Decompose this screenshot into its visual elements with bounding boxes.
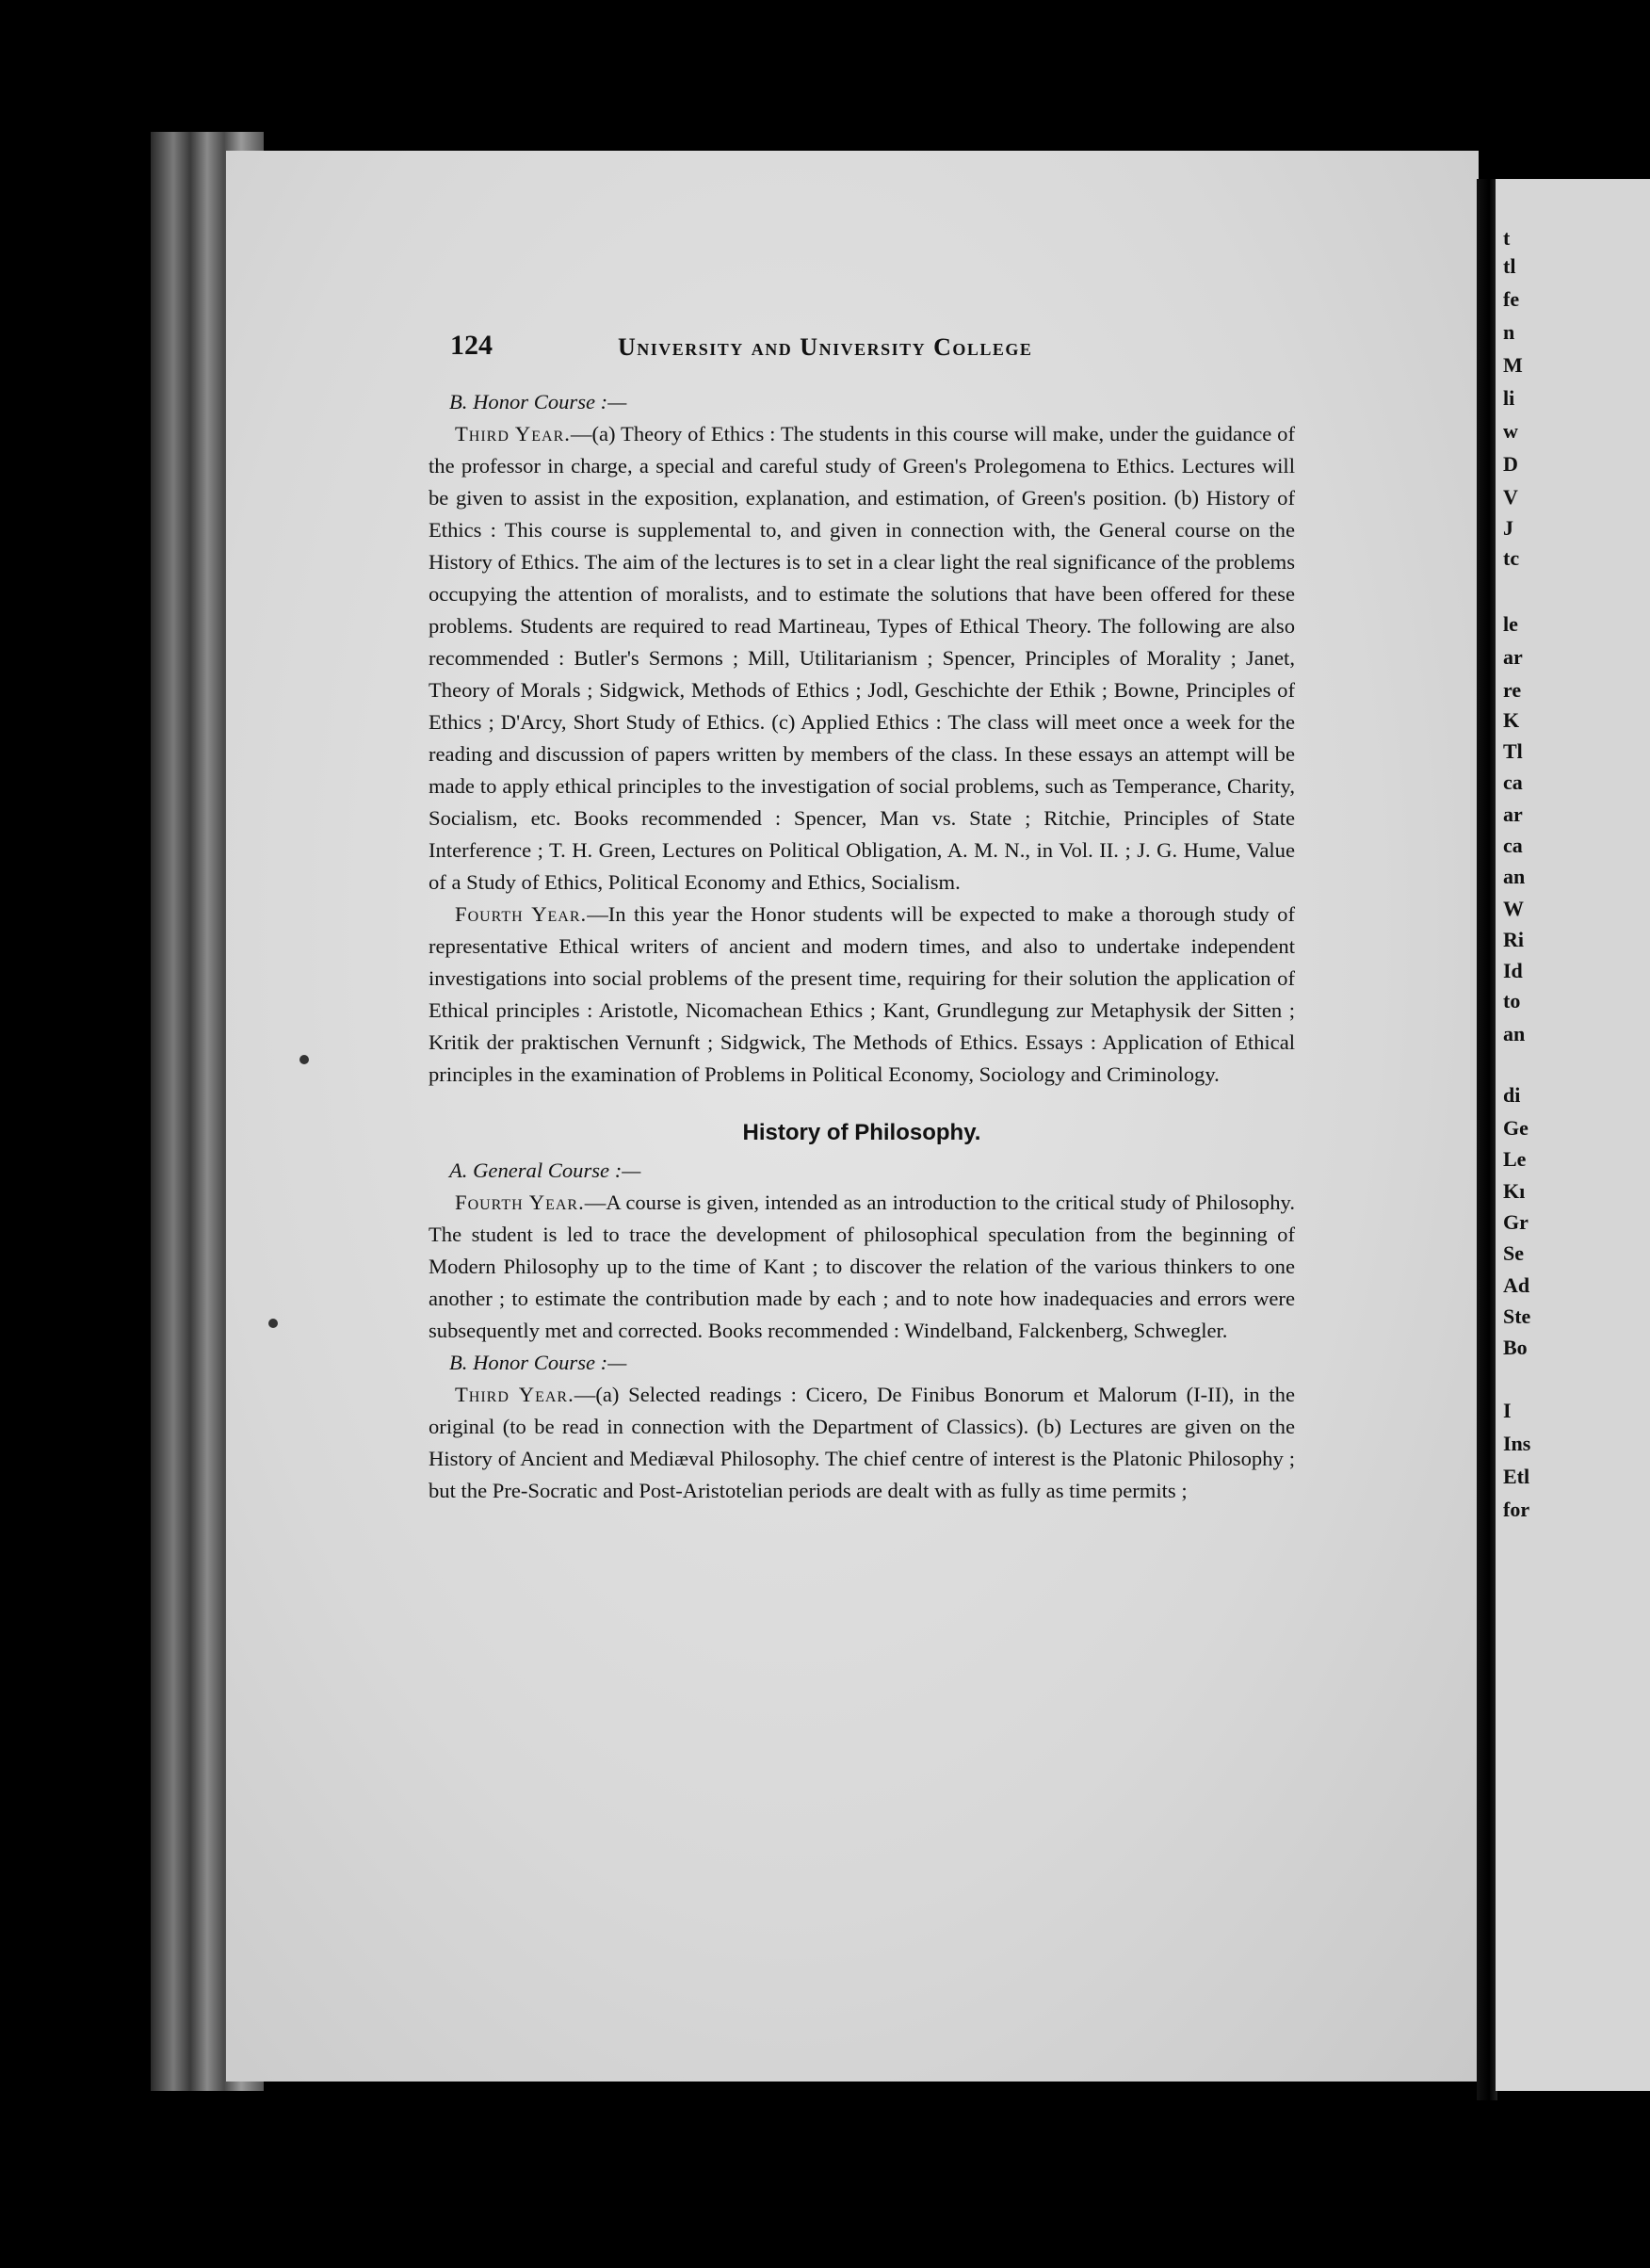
right-page-fragment: di [1503, 1083, 1521, 1107]
philosophy-fourth-year-label: Fourth Year. [455, 1191, 585, 1214]
right-page-fragment: Ri [1503, 928, 1524, 951]
right-page-edge [1496, 179, 1650, 2091]
right-page-fragment: ca [1503, 770, 1523, 794]
right-page-fragment: Id [1503, 959, 1523, 982]
right-page-fragment: tl [1503, 254, 1516, 278]
book-gutter [1477, 179, 1497, 2100]
right-page-fragment: ar [1503, 645, 1523, 669]
philosophy-general-label: A. General Course :— [449, 1158, 641, 1182]
right-page-fragment: ar [1503, 802, 1523, 826]
right-page-fragment: Ste [1503, 1304, 1531, 1328]
right-page-fragment: n [1503, 320, 1515, 344]
margin-dot [299, 1055, 309, 1064]
right-page-fragment: an [1503, 1022, 1526, 1045]
philosophy-fourth-year-text: —A course is given, intended as an introduction to the critical study of Philosophy. The student is led to trace the development of philosophical speculation from the beginning of Modern Philosophy up to the time of Kant ; to discover the relation of the various thinkers to one another ; to estimate the contribution made by each ; and to note how inadequacies and errors were subsequently met and corrected. Books recommended : Windelband, Falckenberg, Schwegler. [429, 1191, 1295, 1342]
right-page-fragment: Kı [1503, 1179, 1526, 1203]
right-page-fragment: Tl [1503, 739, 1523, 763]
philosophy-third-year-label: Third Year. [455, 1383, 574, 1406]
right-page-fragment: w [1503, 419, 1518, 443]
page-body [429, 386, 1295, 1507]
philosophy-third-year-text: —(a) Selected readings : Cicero, De Finibus Bonorum et Malorum (I-II), in the original (to be read in connection with the Department of Classics). (b) Lectures are given on the History of Ancient and Mediæval Philosophy. The chief centre of interest is the Platonic Philosophy ; but the Pre-Socratic and Post-Aristotelian periods are dealt with as fully as time permits ; [429, 1383, 1295, 1502]
running-title: University and University College [618, 333, 1033, 361]
right-page-fragment: Ad [1503, 1273, 1530, 1297]
right-page-fragment: Se [1503, 1241, 1524, 1265]
philosophy-honor-label: B. Honor Course :— [449, 1351, 627, 1374]
running-head [450, 330, 1166, 367]
right-page-fragment: Le [1503, 1147, 1527, 1171]
right-page-fragment: re [1503, 678, 1522, 702]
right-page-fragment: Gr [1503, 1210, 1529, 1234]
right-page-fragment: Ins [1503, 1432, 1531, 1455]
right-page-fragment: ca [1503, 834, 1523, 857]
philosophy-third-year-paragraph [429, 1379, 1295, 1507]
right-page-fragment: V [1503, 485, 1518, 509]
right-page-fragment: I [1503, 1399, 1512, 1422]
right-page-fragment: le [1503, 612, 1518, 636]
fourth-year-label: Fourth Year. [455, 902, 588, 926]
ethics-third-year-paragraph [429, 418, 1295, 899]
ethics-honor-label: B. Honor Course :— [449, 390, 627, 413]
right-page-fragment: li [1503, 386, 1515, 410]
right-page-fragment: Etl [1503, 1465, 1530, 1488]
right-page-fragment: Bo [1503, 1336, 1528, 1359]
section-heading-history-of-philosophy: History of Philosophy. [742, 1120, 981, 1145]
right-page-fragment: M [1503, 353, 1523, 377]
right-page-fragment: t [1503, 226, 1511, 250]
fourth-year-text: —In this year the Honor students will be expected to make a thorough study of representative Ethical writers of ancient and modern times, and also to undertake independent investigations into social problems of the present time, requiring for their solution the application of Ethical principles : Aristotle, Nicomachean Ethics ; Kant, Grundlegung zur Metaphysik der Sitten ; Kritik der praktischen Vernunft ; Sidgwick, The Methods of Ethics. Essays : Application of Ethical principles in the examination of Problems in Political Economy, Sociology and Criminology. [429, 902, 1295, 1086]
margin-dot [268, 1319, 278, 1328]
right-page-fragment: fe [1503, 287, 1520, 311]
third-year-text: —(a) Theory of Ethics : The students in this course will make, under the guidance of the professor in charge, a special and careful study of Green's Prolegomena to Ethics. Lectures will be given to assist in the exposition, explanation, and estimation, of Green's position. (b) History of Ethics : This course is supplemental to, and given in connection with, the General course on the History of Ethics. The aim of the lectures is to set in a clear light the real significance of the problems occupying the attention of moralists, and to estimate the solutions that have been offered for these problems. Students are required to read Martineau, Types of Ethical Theory. The following are also recommended : Butler's Sermons ; Mill, Utilitarianism ; Spencer, Principles of Morality ; Janet, Theory of Morals ; Sidgwick, Methods of Ethics ; Jodl, Geschichte der Ethik ; Bowne, Principles of Ethics ; D'Arcy, Short Study of Ethics. (c) Applied Ethics : The class will meet once a week for the reading and discussion of papers written by members of the class. In these essays an attempt will be made to apply ethical principles to the investigation of social problems, such as Temperance, Charity, Socialism, etc. Books recommended : Spencer, Man vs. State ; Ritchie, Principles of State Interference ; T. H. Green, Lectures on Political Obligation, A. M. N., in Vol. II. ; J. G. Hume, Value of a Study of Ethics, Political Economy and Ethics, Socialism. [429, 422, 1296, 894]
right-page-fragment: tc [1503, 546, 1520, 570]
third-year-label: Third Year. [455, 422, 571, 446]
page-number: 124 [450, 330, 493, 361]
right-page-fragment: K [1503, 708, 1520, 732]
right-page-fragment: to [1503, 989, 1521, 1012]
right-page-fragment: an [1503, 865, 1526, 888]
right-page-fragment: D [1503, 452, 1518, 476]
right-page-fragment: Ge [1503, 1116, 1529, 1140]
ethics-fourth-year-paragraph [429, 899, 1295, 1091]
right-page-fragment: J [1503, 516, 1513, 540]
right-page-fragment: W [1503, 897, 1524, 920]
right-page-fragment: for [1503, 1498, 1530, 1521]
philosophy-fourth-year-paragraph [429, 1187, 1295, 1347]
